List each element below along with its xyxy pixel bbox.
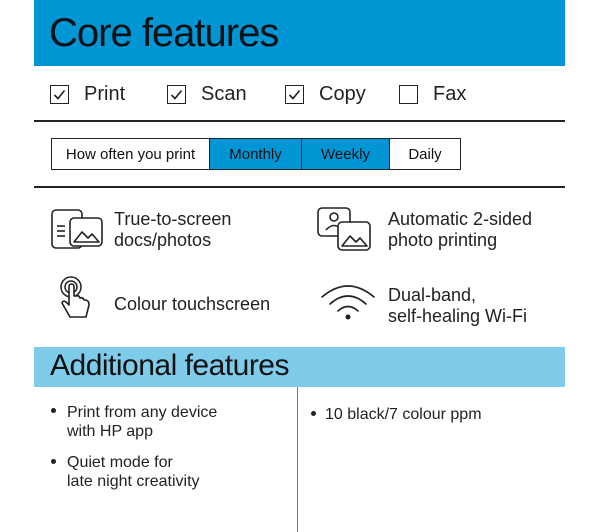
bullet-print-any-device-line1: Print from any device: [67, 404, 218, 421]
check-label-print: Print: [84, 82, 126, 105]
bullet-quiet-mode: [67, 453, 200, 491]
feature-wifi-line1: Dual-band,: [388, 285, 477, 305]
frequency-monthly[interactable]: Monthly: [210, 139, 302, 169]
checkmark-icon: [52, 87, 67, 102]
checkbox-scan[interactable]: [167, 85, 186, 104]
feature-touchscreen: [114, 294, 270, 315]
check-label-scan: Scan: [201, 82, 247, 105]
bullet-print-any-device-line2: with HP app: [67, 423, 153, 440]
feature-true-to-screen-line1: True-to-screen: [114, 209, 232, 229]
frequency-label: How often you print: [52, 139, 210, 169]
check-copy[interactable]: [285, 80, 366, 108]
feature-auto-two-sided: [388, 209, 532, 251]
divider-top: [34, 120, 565, 122]
wifi-icon: [320, 283, 376, 321]
core-features-title: Core features: [49, 11, 279, 55]
feature-true-to-screen: [114, 209, 231, 251]
print-frequency-selector: [51, 138, 461, 170]
checkmark-icon: [169, 87, 184, 102]
bullet-quiet-mode-line2: late night creativity: [67, 473, 200, 490]
check-fax[interactable]: [399, 80, 466, 108]
bullet-dot: [51, 459, 56, 464]
bullet-quiet-mode-line1: Quiet mode for: [67, 454, 173, 471]
checkbox-fax[interactable]: [399, 85, 418, 104]
bullet-print-speed-line1: 10 black/7 colour ppm: [325, 406, 482, 423]
check-label-fax: Fax: [433, 82, 467, 105]
divider-middle: [34, 186, 565, 188]
column-divider: [297, 387, 298, 532]
additional-features-banner: [34, 347, 565, 387]
feature-wifi-line2: self-healing Wi-Fi: [388, 306, 528, 326]
bullet-print-any-device: [67, 403, 217, 441]
check-scan[interactable]: [167, 80, 247, 108]
touch-finger-icon: [56, 275, 96, 323]
check-label-copy: Copy: [319, 82, 366, 105]
checkbox-print[interactable]: [50, 85, 69, 104]
feature-auto-two-sided-line2: photo printing: [388, 230, 498, 250]
check-print[interactable]: [50, 80, 125, 108]
bullet-dot: [311, 411, 316, 416]
bullet-dot: [51, 408, 56, 413]
checkmark-icon: [287, 87, 302, 102]
feature-touchscreen-line1: Colour touchscreen: [114, 294, 271, 314]
docs-photos-icon: [50, 206, 104, 252]
frequency-daily[interactable]: Daily: [408, 145, 442, 163]
function-checklist: [50, 80, 570, 108]
frequency-weekly[interactable]: Weekly: [302, 139, 390, 169]
feature-auto-two-sided-line1: Automatic 2-sided: [388, 209, 533, 229]
two-sided-photo-icon: [316, 206, 372, 252]
feature-wifi: [388, 285, 527, 327]
bullet-print-speed: [325, 405, 482, 424]
feature-true-to-screen-line2: docs/photos: [114, 230, 212, 250]
additional-features-title: Additional features: [50, 349, 289, 382]
checkbox-copy[interactable]: [285, 85, 304, 104]
core-features-banner: [34, 0, 565, 66]
